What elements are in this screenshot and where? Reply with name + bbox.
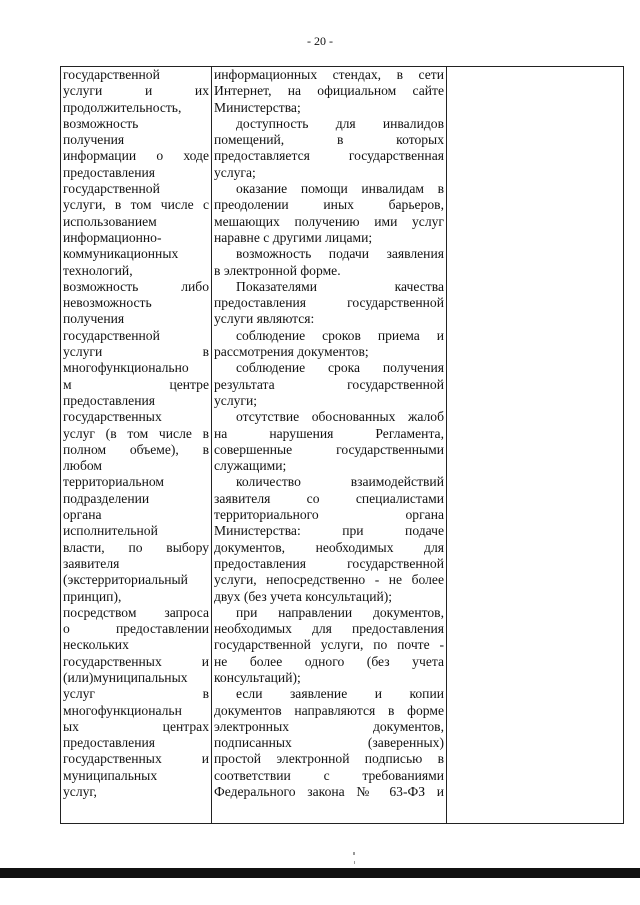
text-line: предоставляется государственная [214, 148, 444, 164]
text-line: нескольких [63, 637, 129, 653]
text-line: служащими; [214, 458, 287, 474]
text-line: государственной [63, 67, 160, 82]
text-line: помещений, в которых [214, 132, 444, 148]
text-line: возможность подачи заявления [236, 246, 444, 262]
indicators-text [214, 67, 444, 800]
text-line: многофункционально [63, 360, 189, 376]
text-line: государственных и [63, 653, 209, 669]
text-line: услуг в [63, 686, 209, 702]
text-line: услуга; [214, 164, 256, 180]
text-line: подписанных (заверенных) [214, 735, 444, 751]
text-line: услуги, непосредственно - не более [214, 572, 444, 588]
text-line: наравне с другими лицами; [214, 229, 373, 245]
text-line: количество взаимодействий [236, 474, 444, 490]
text-line: о предоставлении [63, 621, 209, 637]
text-line: информации о ходе [63, 148, 209, 164]
text-line: технологий, [63, 262, 133, 278]
text-line: документов направляются в форме [214, 702, 444, 718]
text-line: органа [63, 507, 102, 523]
scan-edge-bar [0, 868, 640, 878]
text-line: (экстерриториальный [63, 572, 188, 588]
text-line: Интернет, на официальном сайте [214, 83, 444, 99]
text-line: не более одного (без учета [214, 653, 444, 669]
text-line: получения [63, 311, 125, 327]
text-line: заявителя [63, 555, 120, 571]
text-line: невозможность [63, 295, 152, 311]
text-line: коммуникационных [63, 246, 179, 262]
scan-speck [353, 852, 355, 855]
text-line: услуги; [214, 392, 258, 408]
text-line: государственных и [63, 751, 209, 767]
text-line: государственной [63, 327, 160, 343]
text-line: государственных [63, 409, 162, 425]
text-line: возможность [63, 115, 139, 131]
text-line: государственной [63, 181, 160, 197]
text-line: соблюдение срока получения [236, 360, 444, 376]
text-line: предоставления [63, 392, 156, 408]
text-line: территориального органа [214, 507, 444, 523]
text-line: принцип), [63, 588, 122, 604]
text-line: ых центрах [63, 718, 209, 734]
text-line: возможность либо [63, 278, 209, 294]
text-line: услуги, в том числе с [63, 197, 209, 213]
table-cell-indicators [212, 67, 447, 824]
text-line: если заявление и копии [236, 686, 444, 702]
text-line: рассмотрения документов; [214, 344, 369, 360]
text-line: услуги являются: [214, 311, 315, 327]
regulation-table [60, 66, 624, 824]
text-line: оказание помощи инвалидам в [236, 181, 444, 197]
text-line: любом [63, 458, 102, 474]
text-line: получения [63, 132, 125, 148]
text-line: м центре [63, 376, 209, 392]
text-line: Министерства: при подаче [214, 523, 444, 539]
text-line: информационно- [63, 229, 162, 245]
page-number: - 20 - [307, 34, 333, 48]
text-line: многофункциональн [63, 702, 182, 718]
text-line: двух (без учета консультаций); [214, 588, 393, 604]
text-line: электронных документов, [214, 718, 444, 734]
text-line: использованием [63, 213, 157, 229]
text-line: на нарушения Регламента, [214, 425, 444, 441]
table-row [61, 67, 624, 824]
text-line: совершенные государственными [214, 441, 444, 457]
text-line: соответствии с требованиями [214, 767, 444, 783]
table-cell-criteria [61, 67, 212, 824]
table-cell-empty [447, 67, 624, 824]
text-line: услуги в [63, 344, 209, 360]
text-line: преодолении иных барьеров, [214, 197, 444, 213]
text-line: территориальном [63, 474, 165, 490]
text-line: (или)муниципальных [63, 669, 188, 685]
text-line: власти, по выбору [63, 539, 209, 555]
text-line: услуг (в том числе в [63, 425, 209, 441]
text-line: доступность для инвалидов [236, 115, 444, 131]
text-line: предоставления [63, 164, 156, 180]
text-line: продолжительность, [63, 99, 182, 115]
text-line: заявителя со специалистами [214, 490, 444, 506]
text-line: необходимых для предоставления [214, 621, 444, 637]
text-line: простой электронной подписью в [214, 751, 444, 767]
text-line: полном объеме), в [63, 441, 209, 457]
text-line: подразделении [63, 490, 150, 506]
text-line: Показателями качества [236, 278, 444, 294]
text-line: посредством запроса [63, 604, 209, 620]
text-line: результата государственной [214, 376, 444, 392]
text-line: консультаций); [214, 669, 301, 685]
text-line: информационных стендах, в сети [214, 67, 444, 82]
text-line: мешающих получению ими услуг [214, 213, 444, 229]
text-line: Министерства; [214, 99, 301, 115]
text-line: муниципальных [63, 767, 158, 783]
scan-speck [354, 861, 355, 864]
text-line: исполнительной [63, 523, 158, 539]
criteria-text [63, 67, 209, 800]
text-line: предоставления государственной [214, 555, 444, 571]
text-line: предоставления государственной [214, 295, 444, 311]
text-line: государственной услуги, по почте - [214, 637, 444, 653]
text-line: услуг, [63, 784, 97, 800]
text-line: в электронной форме. [214, 262, 341, 278]
text-line: отсутствие обоснованных жалоб [236, 409, 444, 425]
text-line: документов, необходимых для [214, 539, 444, 555]
text-line: предоставления [63, 735, 156, 751]
text-line: услуги и их [63, 83, 209, 99]
text-line: при направлении документов, [236, 604, 444, 620]
text-line: Федерального закона № 63-ФЗ и [214, 784, 444, 800]
text-line: соблюдение сроков приема и [236, 327, 444, 343]
